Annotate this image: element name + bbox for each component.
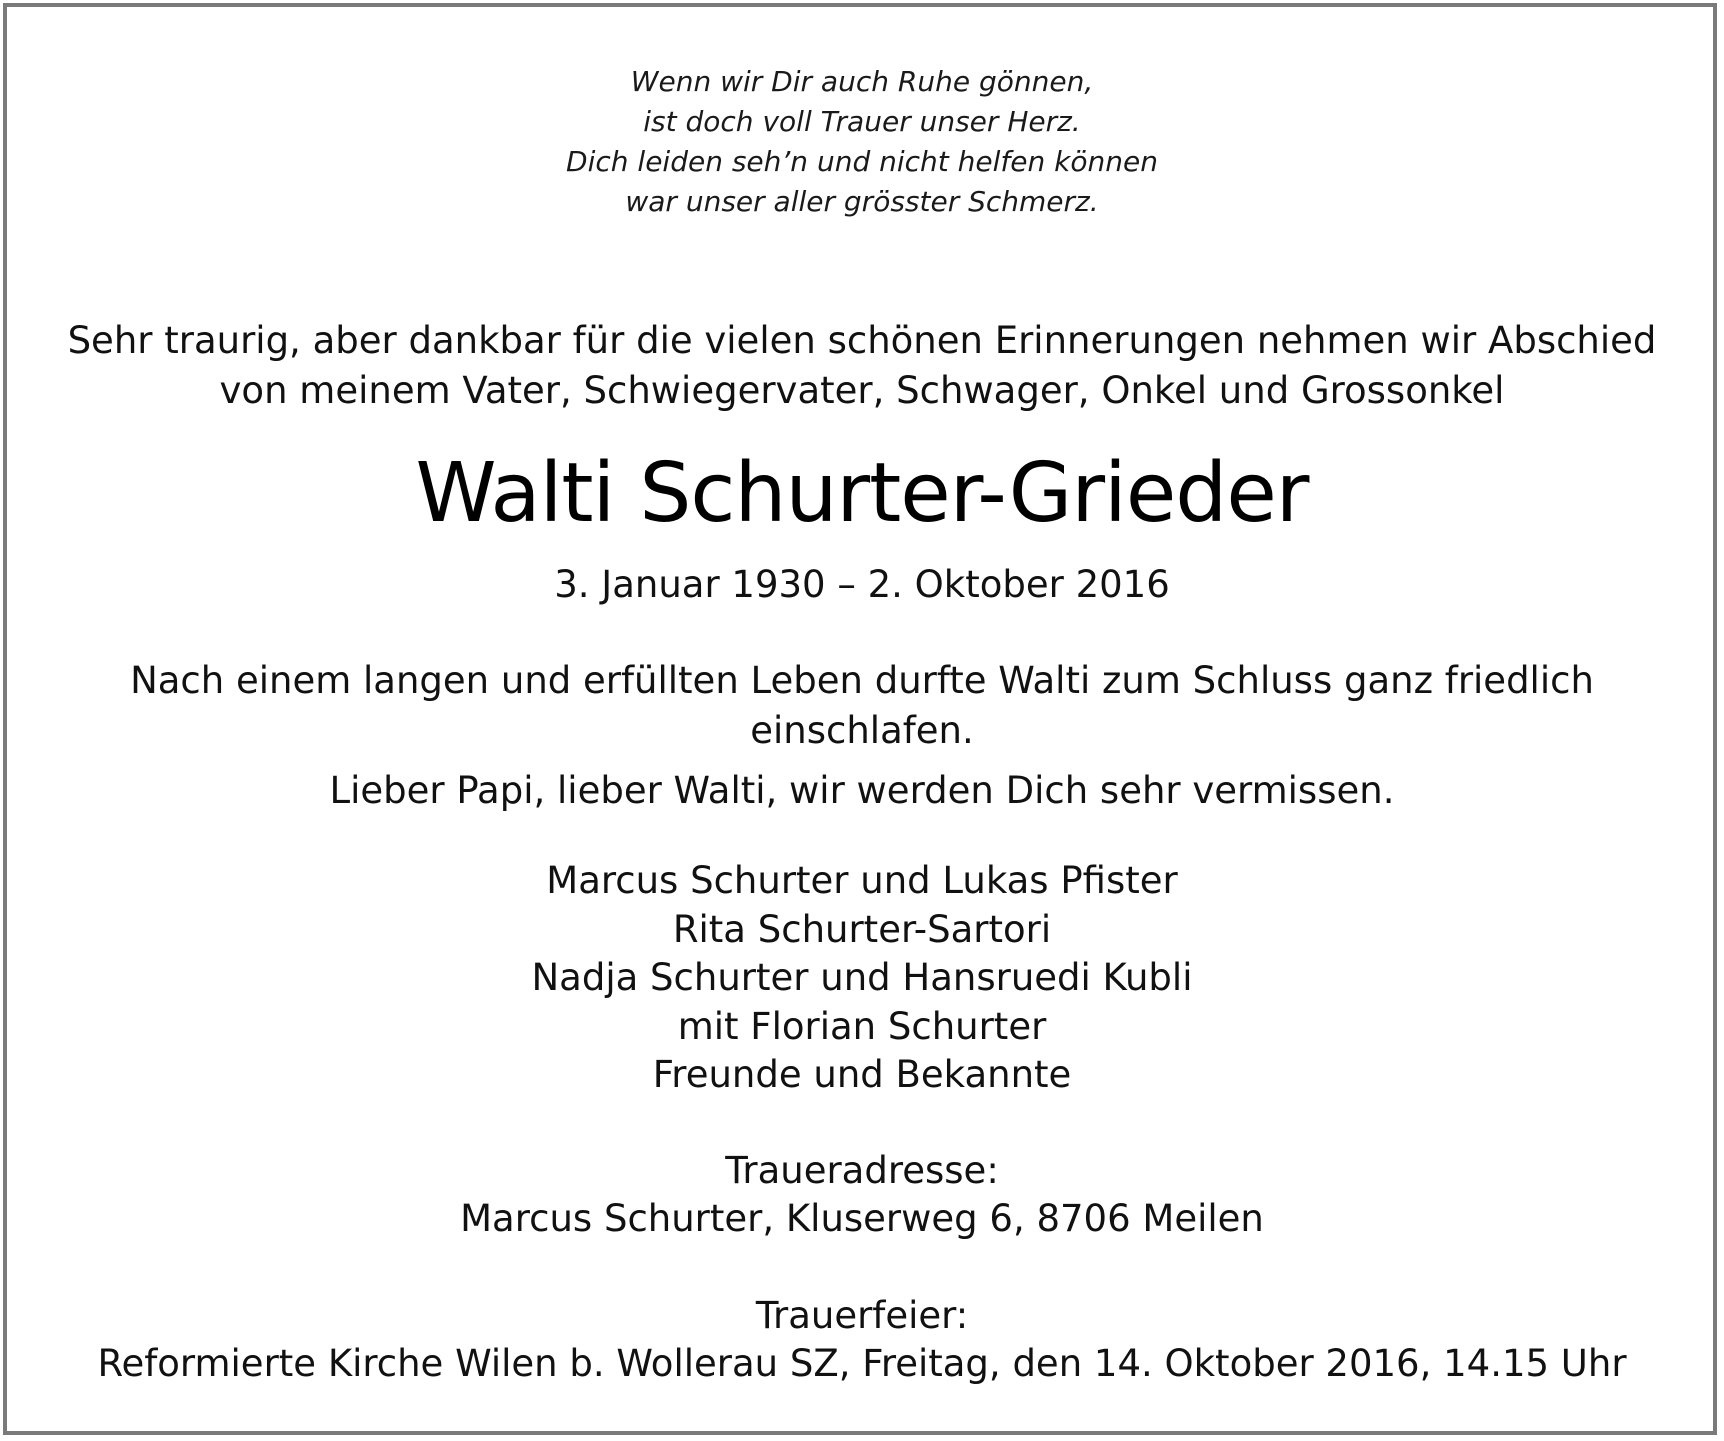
intro-line: Sehr traurig, aber dankbar für die vielen schönen Erinnerungen nehmen wir Abschied xyxy=(67,319,1657,362)
mourner-entry: Nadja Schurter und Hansruedi Kubli xyxy=(531,956,1193,999)
verse-line: Wenn wir Dir auch Ruhe gönnen, xyxy=(630,65,1094,98)
mourner-entry: Rita Schurter-Sartori xyxy=(672,907,1052,951)
verse-line: war unser aller grösster Schmerz. xyxy=(625,185,1099,218)
intro-text xyxy=(0,316,1724,416)
service-value: Reformierte Kirche Wilen b. Wollerau SZ, Freitag, den 14. Oktober 2016, 14.15 Uhr xyxy=(97,1342,1627,1385)
mourner-entry: Freunde und Bekannte xyxy=(652,1053,1072,1096)
mourner-entry: Marcus Schurter und Lukas Pfister xyxy=(546,859,1178,902)
mourning-address xyxy=(0,1147,1724,1243)
intro-line: von meinem Vater, Schwiegervater, Schwager, Onkel und Grossonkel xyxy=(219,369,1505,412)
memorial-verse xyxy=(0,62,1724,222)
mourner-entry: mit Florian Schurter xyxy=(677,1004,1047,1048)
life-dates: 3. Januar 1930 – 2. Oktober 2016 xyxy=(554,563,1170,606)
deceased-name: Walti Schurter-Grieder xyxy=(415,446,1309,541)
farewell-message: Lieber Papi, lieber Walti, wir werden Dich sehr vermissen. xyxy=(329,769,1395,812)
address-label: Traueradresse: xyxy=(725,1149,999,1192)
service-label: Trauerfeier: xyxy=(755,1294,969,1337)
life-statement xyxy=(0,656,1724,756)
life-line: einschlafen. xyxy=(750,709,974,752)
funeral-service xyxy=(0,1292,1724,1388)
verse-line: ist doch voll Trauer unser Herz. xyxy=(643,105,1081,138)
mourners-list xyxy=(0,857,1724,1100)
life-line: Nach einem langen und erfüllten Leben durfte Walti zum Schluss ganz friedlich xyxy=(130,659,1594,702)
address-value: Marcus Schurter, Kluserweg 6, 8706 Meilen xyxy=(460,1197,1264,1240)
verse-line: Dich leiden seh’n und nicht helfen können xyxy=(566,145,1158,178)
